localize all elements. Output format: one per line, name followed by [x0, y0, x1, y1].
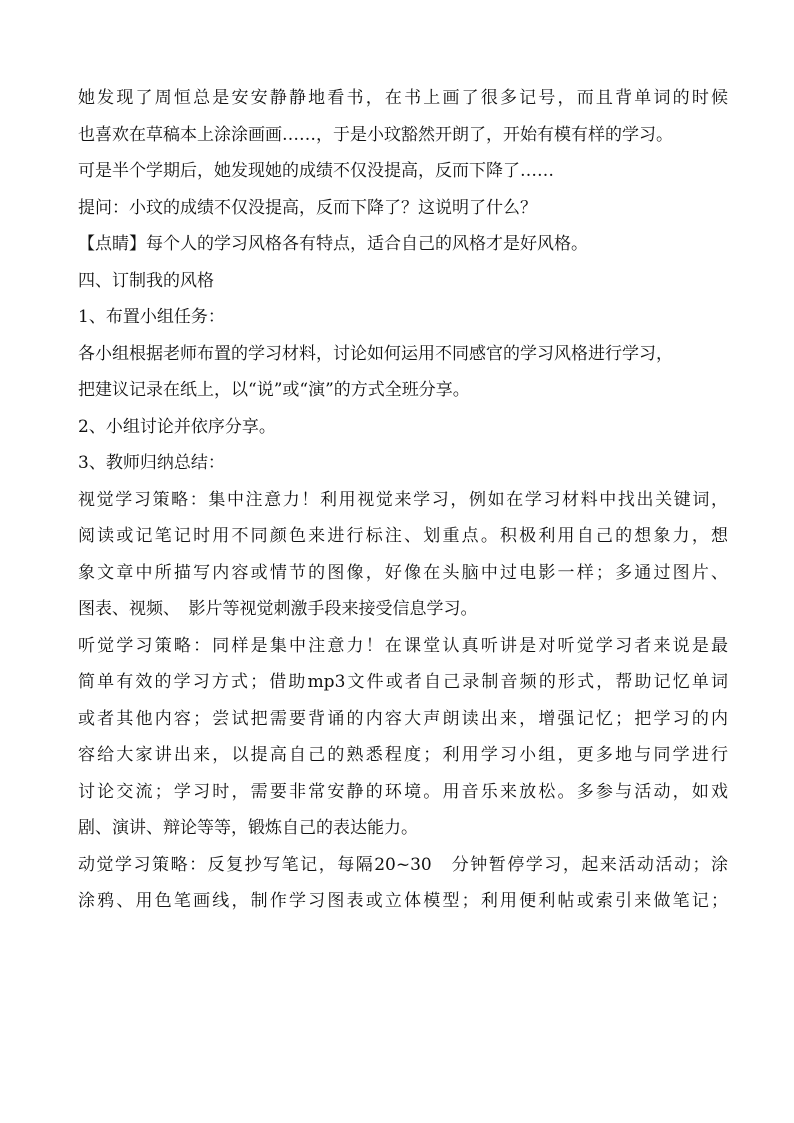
paragraph-line: 阅读或记笔记时用不同颜色来进行标注、划重点。积极利用自己的想象力，想	[78, 526, 728, 546]
paragraph-line: 容给大家讲出来，以提高自己的熟悉程度；利用学习小组，更多地与同学进行	[78, 745, 728, 765]
paragraph-line: 3、教师归纳总结：	[78, 453, 225, 473]
paragraph-line: 各小组根据老师布置的学习材料，讨论如何运用不同感官的学习风格进行学习，	[78, 343, 673, 364]
body-text	[78, 80, 728, 920]
paragraph-line: 动觉学习策略：反复抄写笔记，每隔20~30 分钟暂停学习，起来活动活动；涂	[78, 854, 728, 875]
paragraph-line: 提问：小玟的成绩不仅没提高，反而下降了？这说明了什么？	[78, 197, 537, 218]
paragraph-line: 【点睛】每个人的学习风格各有特点，适合自己的风格才是好风格。	[78, 234, 588, 254]
paragraph-line: 她发现了周恒总是安安静静地看书，在书上画了很多记号，而且背单词的时候	[78, 88, 728, 108]
paragraph-line: 剧、演讲、辩论等等，锻炼自己的表达能力。	[78, 818, 418, 838]
paragraph-line: 2、小组讨论并依序分享。	[78, 416, 276, 437]
paragraph-line: 听觉学习策略：同样是集中注意力！在课堂认真听讲是对听觉学习者来说是最	[78, 635, 728, 656]
paragraph-line: 讨论交流；学习时，需要非常安静的环境。用音乐来放松。多参与活动，如戏	[78, 781, 728, 802]
paragraph-line: 象文章中所描写内容或情节的图像，好像在头脑中过电影一样；多通过图片、	[78, 562, 728, 583]
paragraph-line: 或者其他内容；尝试把需要背诵的内容大声朗读出来，增强记忆；把学习的内	[78, 708, 728, 729]
paragraph-line: 把建议记录在纸上，以“说”或“演”的方式全班分享。	[78, 380, 470, 400]
paragraph-line: 1、布置小组任务：	[78, 307, 225, 327]
paragraph-line: 可是半个学期后，她发现她的成绩不仅没提高，反而下降了……	[78, 161, 554, 181]
paragraph-line: 涂鸦、用色笔画线，制作学习图表或立体模型；利用便利帖或索引来做笔记；	[78, 891, 728, 911]
paragraph-line: 也喜欢在草稿本上涂涂画画……，于是小玟豁然开朗了，开始有模有样的学习。	[78, 124, 673, 145]
paragraph-line: 图表、视频、 影片等视觉刺激手段来接受信息学习。	[78, 599, 478, 619]
paragraph-line: 视觉学习策略：集中注意力！利用视觉来学习，例如在学习材料中找出关键词，	[78, 489, 728, 510]
paragraph-line: 简单有效的学习方式；借助mp3文件或者自己录制音频的形式，帮助记忆单词	[78, 672, 728, 692]
section-heading: 四、订制我的风格	[78, 270, 214, 291]
